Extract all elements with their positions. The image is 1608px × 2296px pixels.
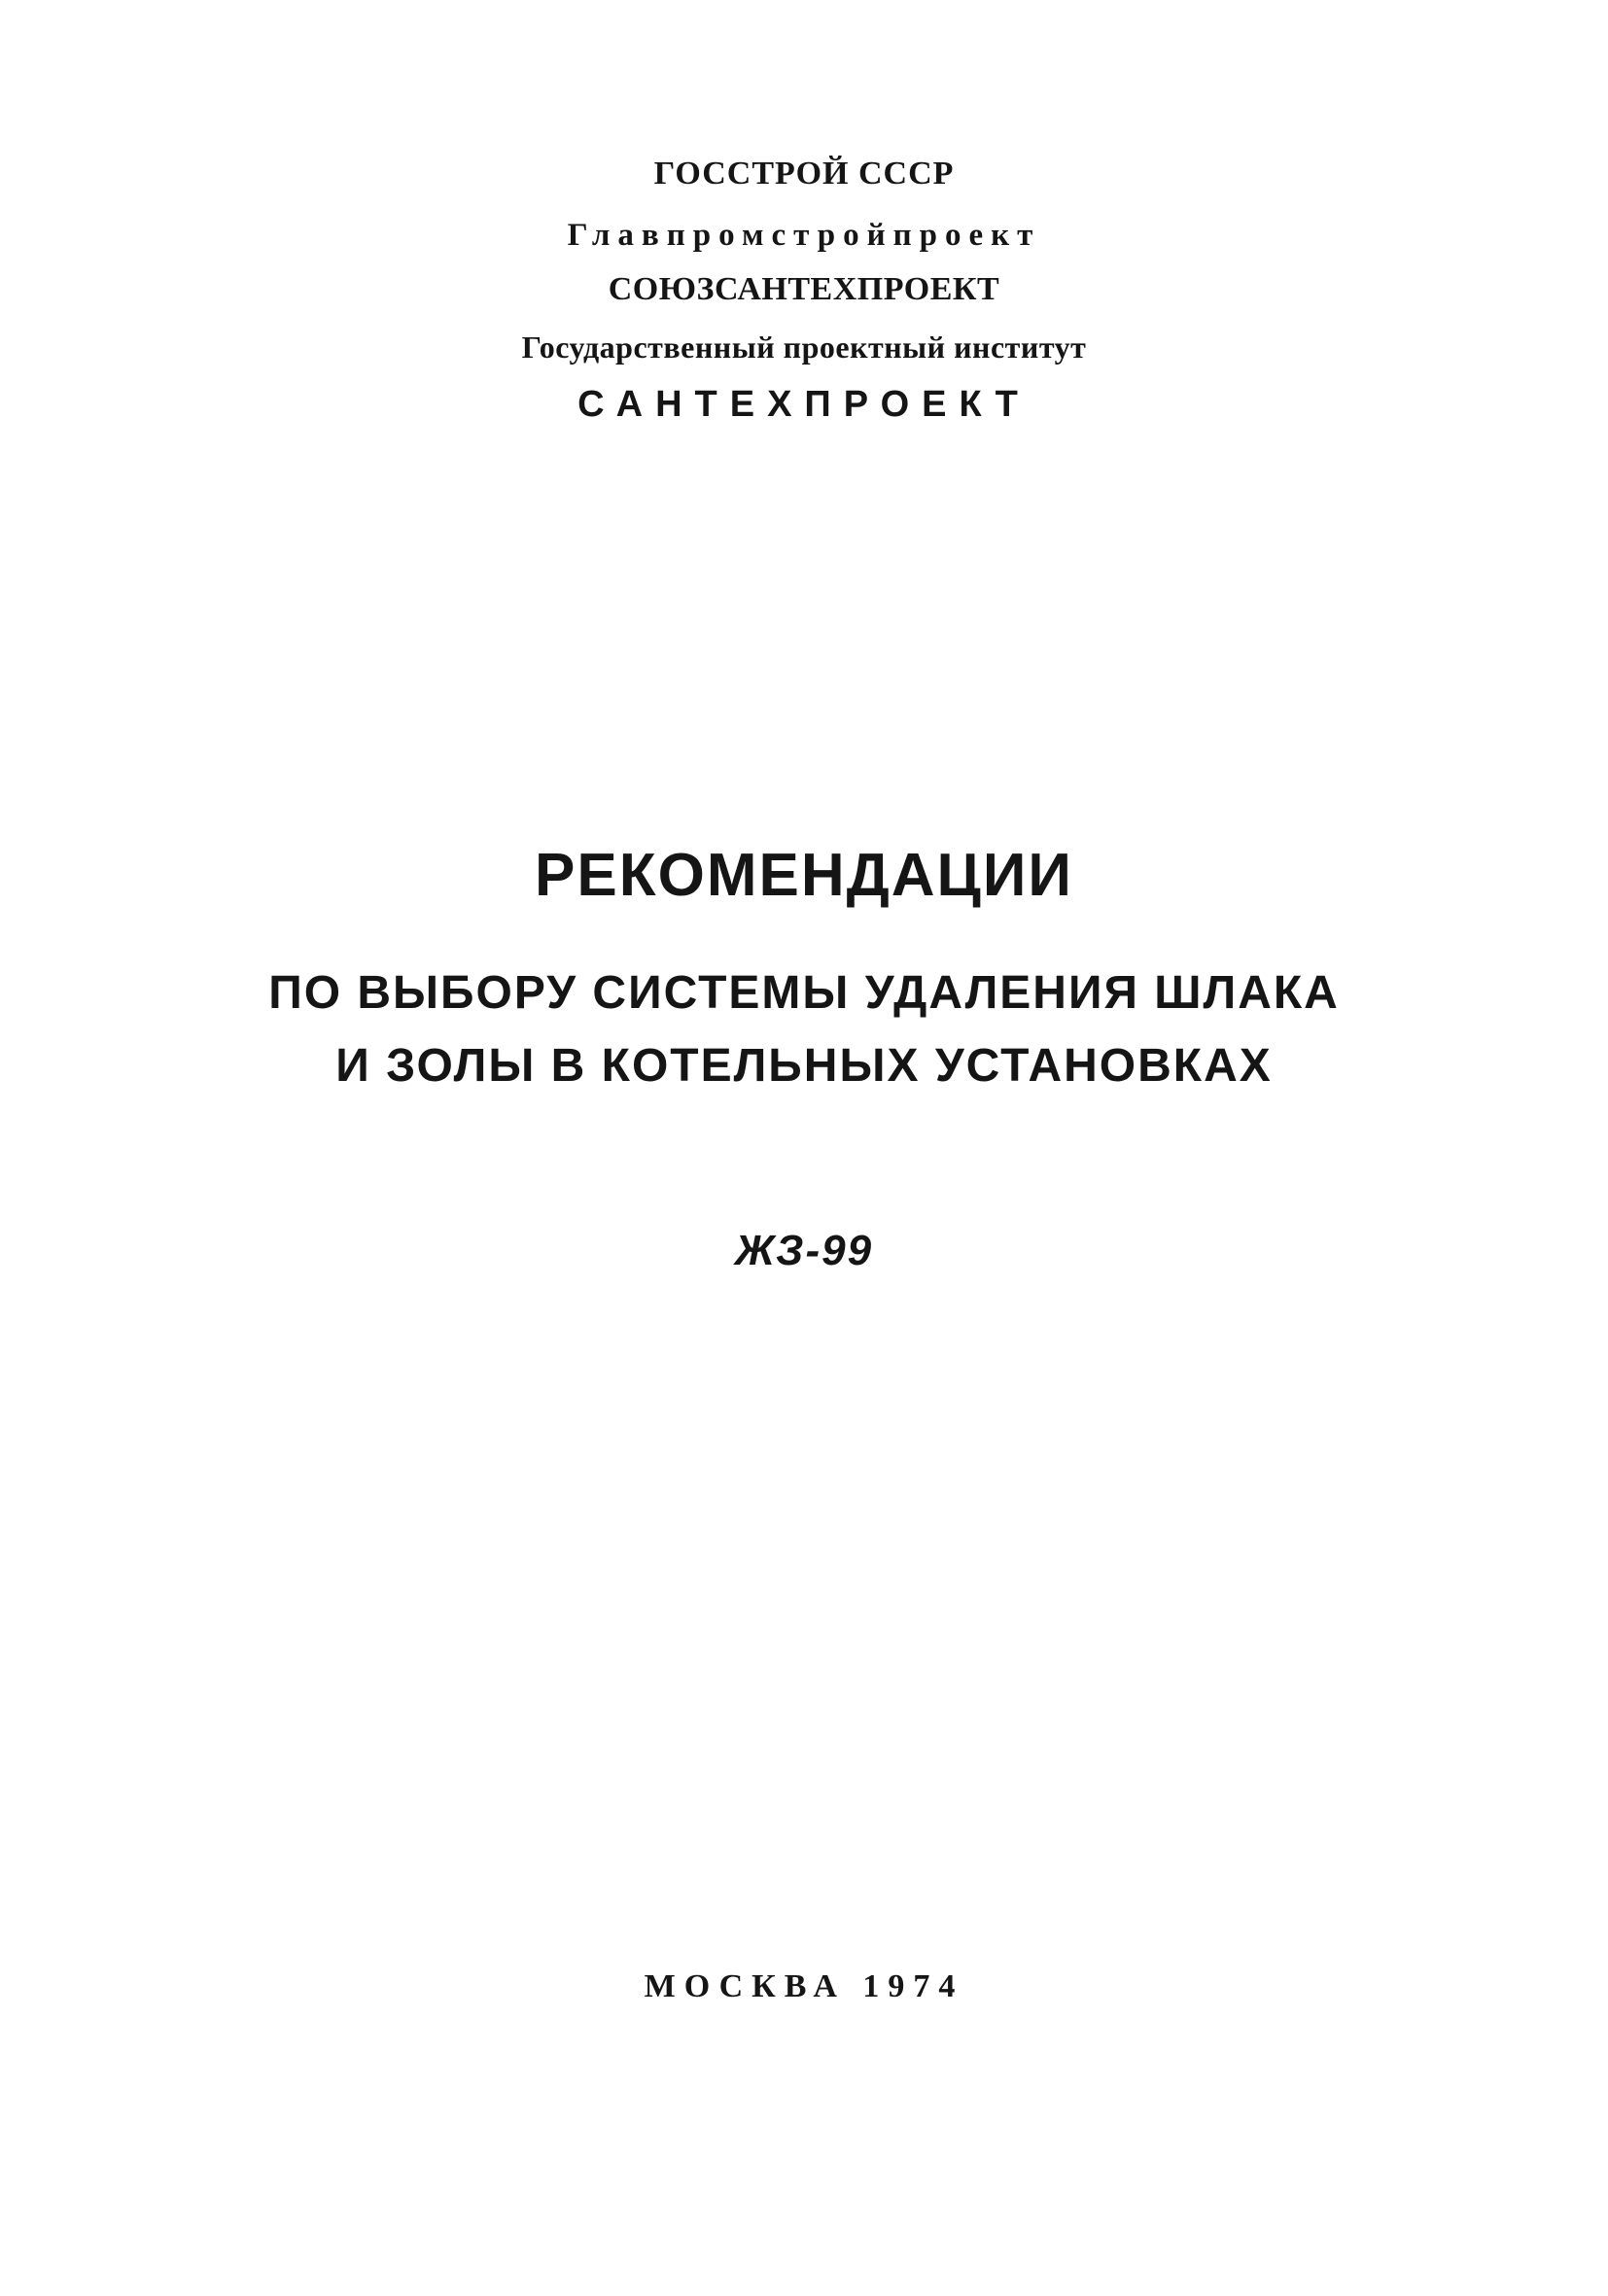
institute-name: САНТЕХПРОЕКТ — [577, 384, 1031, 425]
document-subtitle-line-2: И ЗОЛЫ В КОТЕЛЬНЫХ УСТАНОВКАХ — [335, 1040, 1273, 1092]
publication-place-year: МОСКВА 1974 — [644, 1968, 964, 2004]
document-title: РЕКОМЕНДАЦИИ — [535, 842, 1073, 909]
organization-soyuzsantekhproekt: СОЮЗСАНТЕХПРОЕКТ — [608, 271, 1000, 307]
organization-glavpromstroyproekt: Главпромстройпроект — [567, 218, 1041, 253]
institute-type: Государственный проектный институт — [521, 330, 1087, 365]
document-code: ЖЗ-99 — [734, 1227, 874, 1274]
organization-goss-stroy: ГОССТРОЙ СССР — [653, 156, 955, 191]
document-subtitle-line-1: ПО ВЫБОРУ СИСТЕМЫ УДАЛЕНИЯ ШЛАКА — [268, 967, 1340, 1019]
